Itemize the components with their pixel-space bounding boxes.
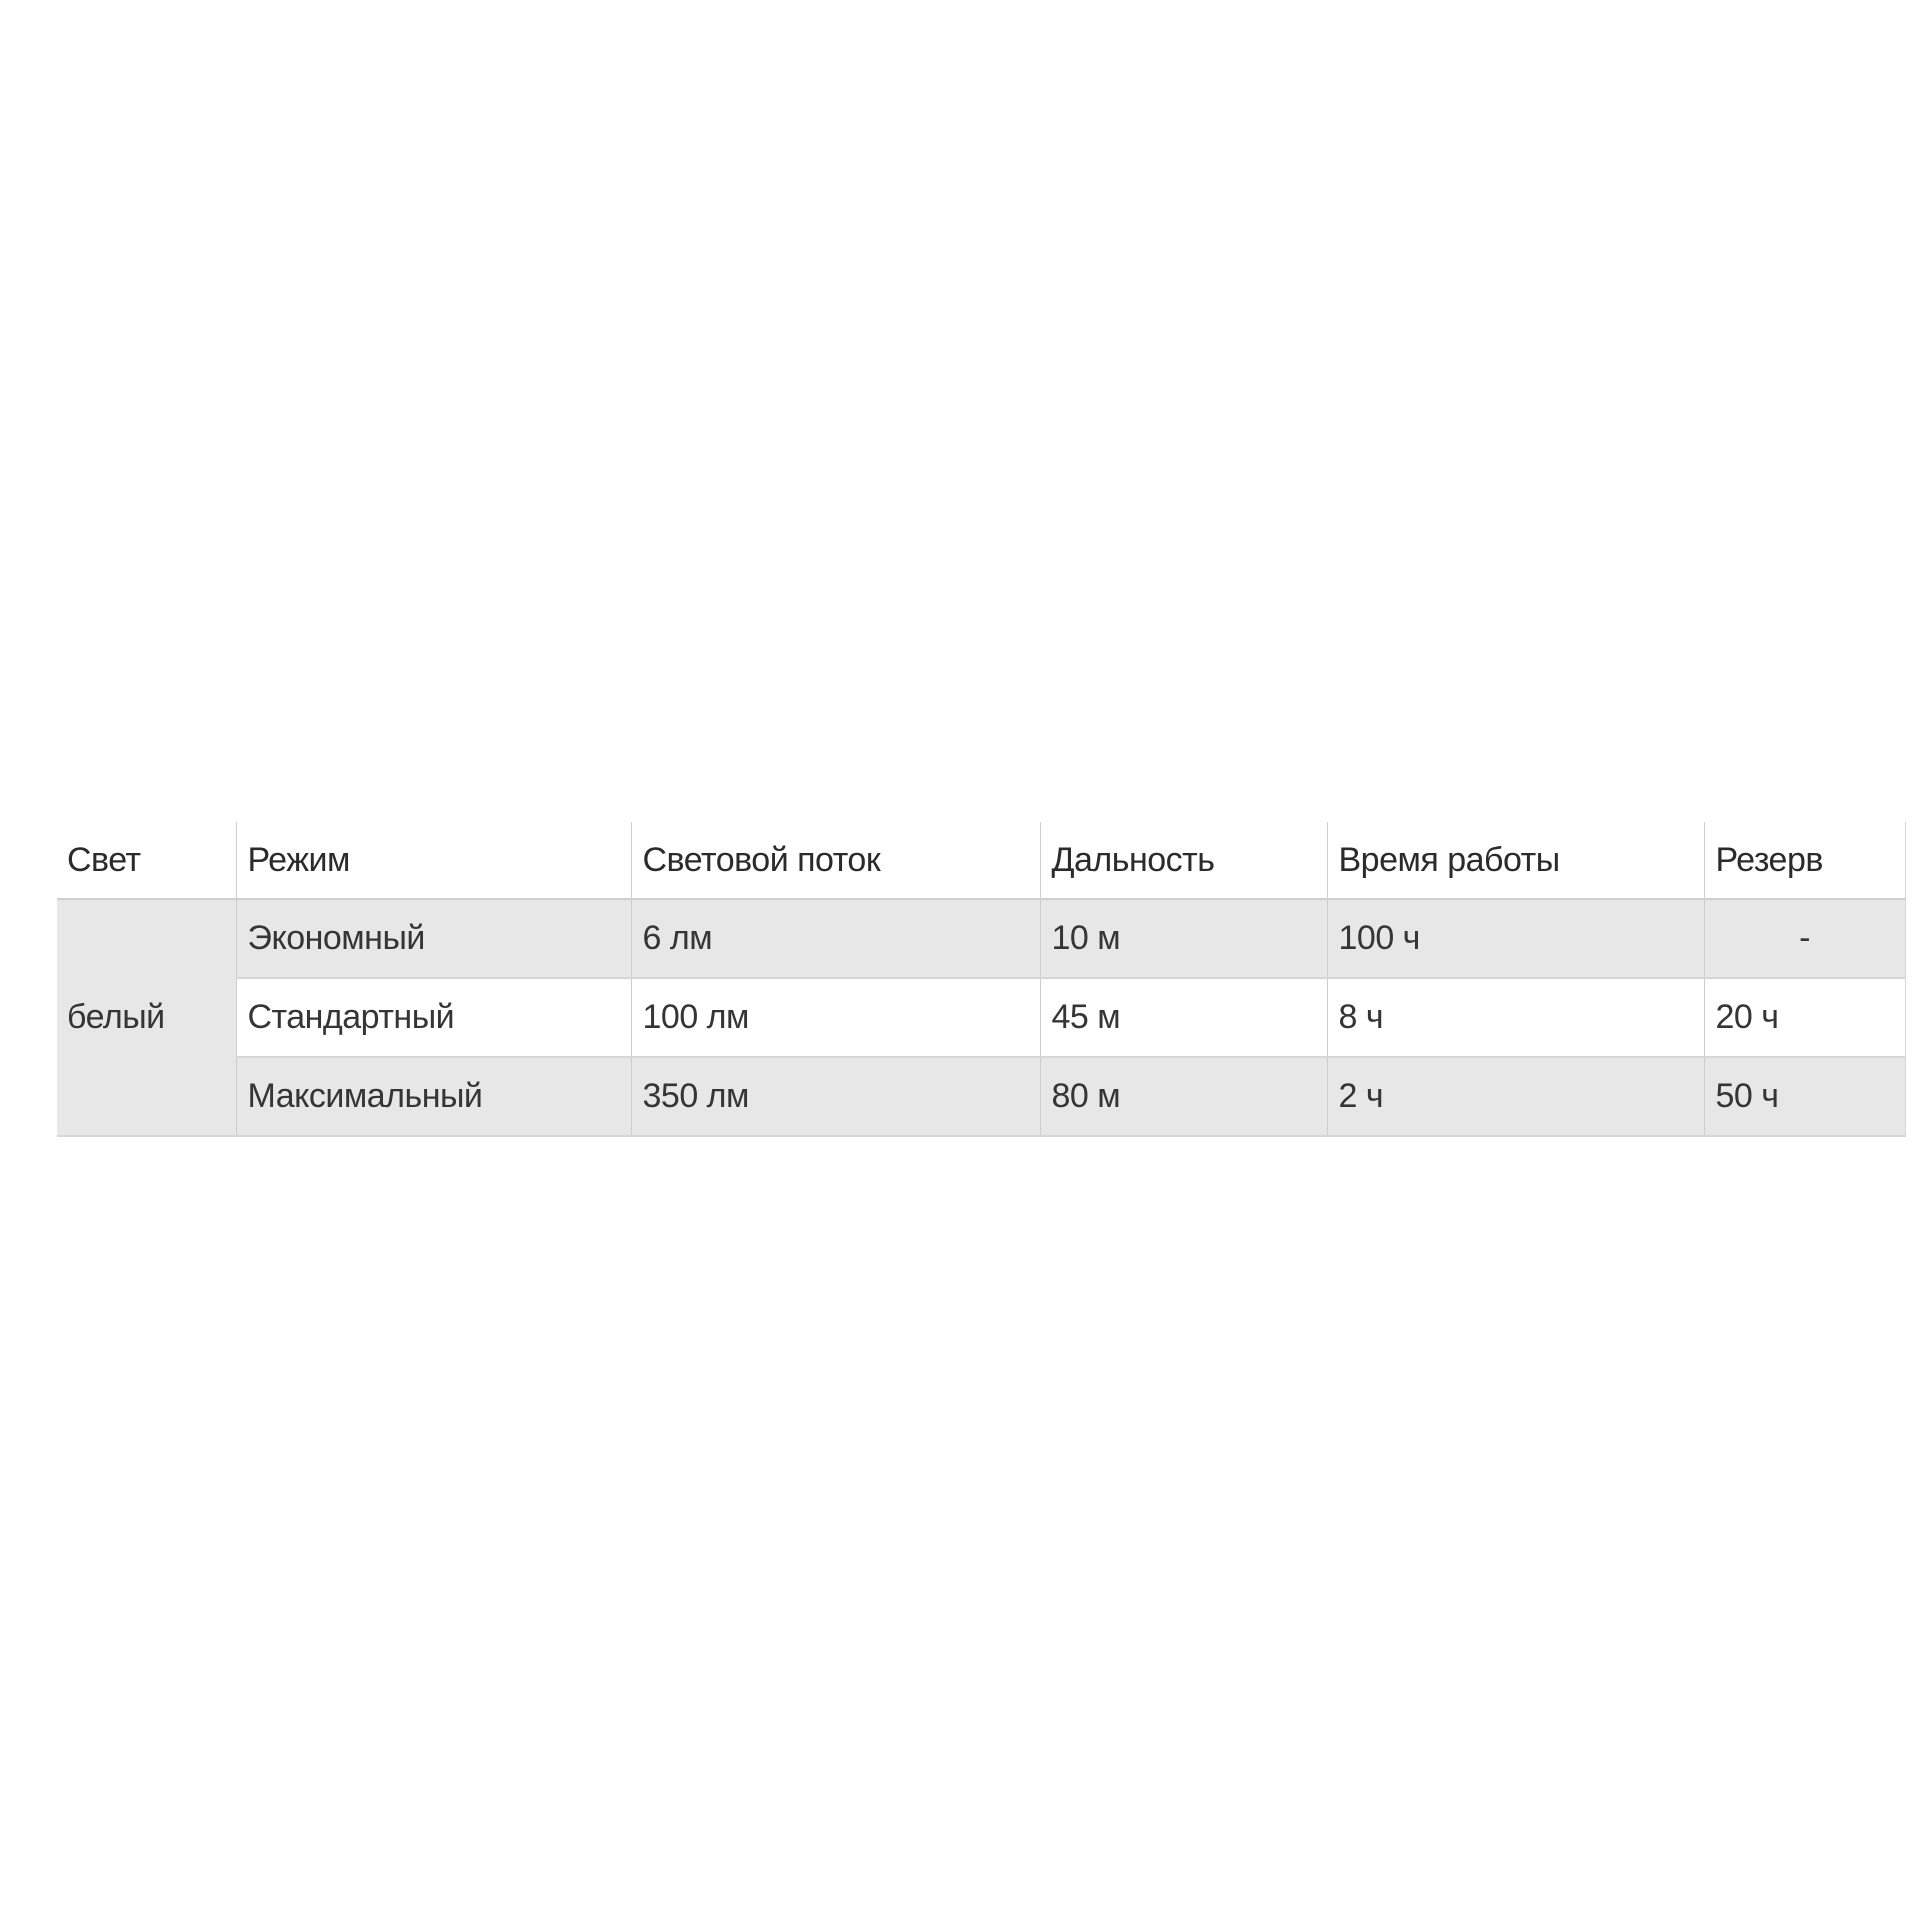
table-row <box>57 1057 1905 1136</box>
reserve-cell: 50 ч <box>1704 1057 1905 1136</box>
runtime-cell: 8 ч <box>1327 978 1704 1057</box>
flux-cell: 6 лм <box>631 899 1040 978</box>
header-range: Дальность <box>1040 822 1327 899</box>
light-color-cell: белый <box>57 899 236 1136</box>
mode-cell: Максимальный <box>236 1057 631 1136</box>
header-luminous-flux: Световой поток <box>631 822 1040 899</box>
table-row <box>57 978 1905 1057</box>
reserve-cell: 20 ч <box>1704 978 1905 1057</box>
reserve-cell: - <box>1704 899 1905 978</box>
range-cell: 10 м <box>1040 899 1327 978</box>
header-reserve: Резерв <box>1704 822 1905 899</box>
specifications-table <box>57 822 1906 1137</box>
header-light: Свет <box>57 822 236 899</box>
runtime-cell: 100 ч <box>1327 899 1704 978</box>
flux-cell: 100 лм <box>631 978 1040 1057</box>
header-mode: Режим <box>236 822 631 899</box>
header-runtime: Время работы <box>1327 822 1704 899</box>
runtime-cell: 2 ч <box>1327 1057 1704 1136</box>
range-cell: 80 м <box>1040 1057 1327 1136</box>
table-header-row <box>57 822 1905 899</box>
range-cell: 45 м <box>1040 978 1327 1057</box>
mode-cell: Экономный <box>236 899 631 978</box>
mode-cell: Стандартный <box>236 978 631 1057</box>
flux-cell: 350 лм <box>631 1057 1040 1136</box>
table-row <box>57 899 1905 978</box>
